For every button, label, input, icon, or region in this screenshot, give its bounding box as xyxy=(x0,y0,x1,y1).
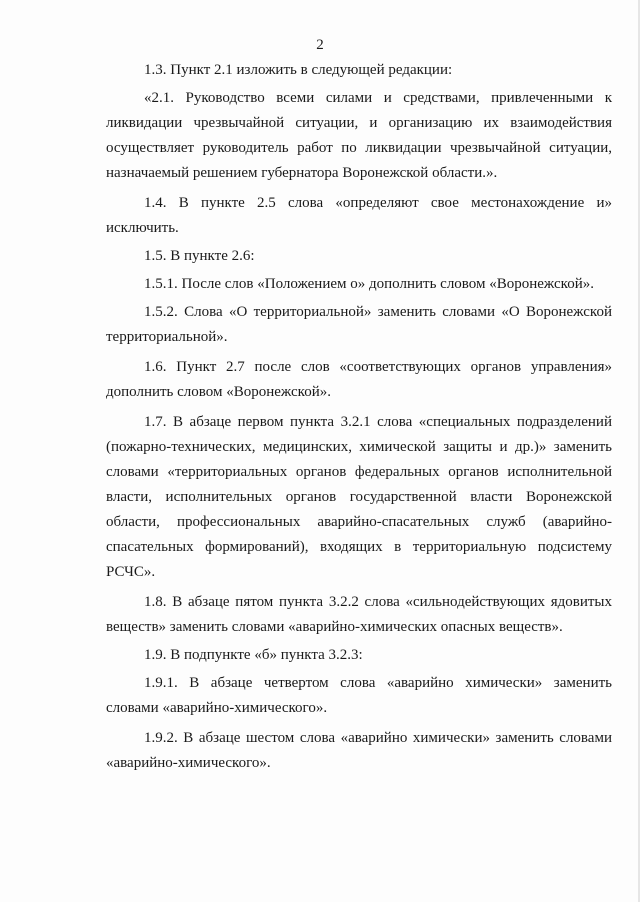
paragraph-1-5-1: 1.5.1. После слов «Положением о» дополнить словом «Воронежской». xyxy=(144,276,594,292)
paragraph-1-8: 1.8. В абзаце пятом пункта 3.2.2 слова «сильнодействующих ядовитых веществ» заменить словами «аварийно-химических опасных веществ». xyxy=(106,594,612,635)
paragraph-1-7: 1.7. В абзаце первом пункта 3.2.1 слова «специальных подразделений (пожарно-технических, медицинских, химической защиты и др.)» заменить словами «территориальных органов федеральных органов исполнительной власти, исполнительных органов государственной власти Воронежской области, профессиональных аварийно-спасательных служб (аварийно-спасательных формирований), входящих в территориальную подсистему РСЧС». xyxy=(106,414,612,580)
page-number: 2 xyxy=(316,37,324,53)
paragraph-1-9-2: 1.9.2. В абзаце шестом слова «аварийно химически» заменить словами «аварийно-химического». xyxy=(106,730,612,771)
paragraph-1-5: 1.5. В пункте 2.6: xyxy=(144,248,255,264)
paragraph-1-4: 1.4. В пункте 2.5 слова «определяют свое местонахождение и» исключить. xyxy=(106,195,612,236)
paragraph-1-3: 1.3. Пункт 2.1 изложить в следующей редакции: xyxy=(144,62,453,78)
paragraph-1-5-2: 1.5.2. Слова «О территориальной» заменить словами «О Воронежской территориальной». xyxy=(106,304,612,345)
paragraph-1-9: 1.9. В подпункте «б» пункта 3.2.3: xyxy=(144,647,363,663)
paragraph-1-6: 1.6. Пункт 2.7 после слов «соответствующих органов управления» дополнить словом «Воронежской». xyxy=(106,359,612,400)
document-body xyxy=(106,58,612,776)
paragraph-2-1-quote: «2.1. Руководство всеми силами и средствами, привлеченными к ликвидации чрезвычайной ситуации, и организацию их взаимодействия осуществляет руководитель работ по ликвидации чрезвычайной ситуации, назначаемый решением губернатора Воронежской области.». xyxy=(106,90,612,181)
paragraph-1-9-1: 1.9.1. В абзаце четвертом слова «аварийно химически» заменить словами «аварийно-химического». xyxy=(106,675,612,716)
